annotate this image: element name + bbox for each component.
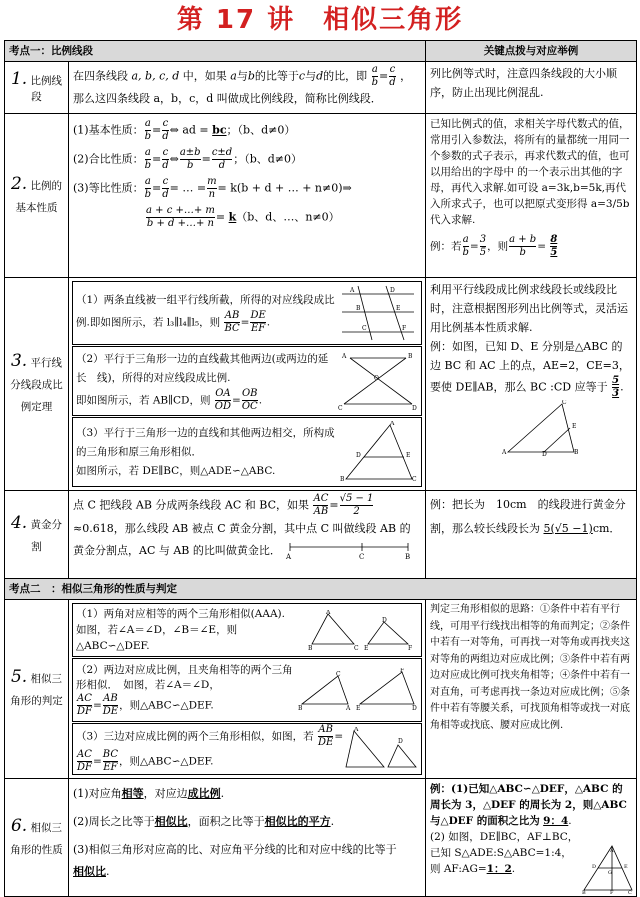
text: 的比，即 xyxy=(323,69,368,83)
row-label xyxy=(5,779,69,897)
table-row xyxy=(5,491,637,579)
fraction: $\frac{√5 - 1}{2}$ xyxy=(339,493,374,517)
property-line xyxy=(73,839,421,883)
fraction: $\frac{AC}{DF}$ xyxy=(77,692,92,717)
text: = xyxy=(215,210,226,224)
text: ；（b、d≠0） xyxy=(233,152,303,166)
fraction: $\frac{AB}{BC}$ xyxy=(224,310,240,334)
fraction: $\frac{a}{b}$ xyxy=(144,118,151,142)
row-label-text: 黄金分割 xyxy=(30,518,63,553)
example-figure xyxy=(430,400,632,456)
svg-text:B: B xyxy=(308,645,313,650)
fraction: $\frac{OA}{OD}$ xyxy=(214,387,232,412)
row-number: 2. xyxy=(10,173,28,194)
svg-text:D: D xyxy=(382,617,387,624)
svg-text:D: D xyxy=(412,705,417,712)
text: = k(b + d + … + n≠0)⇒ xyxy=(217,181,352,195)
text: ≈0.618，那么线段 AB 被点 C 黄金分割，其中点 C 叫做线段 AB 的黄金分割点，AC 与 AB 的比叫做黄金比． xyxy=(73,522,411,557)
svg-text:A: A xyxy=(390,421,395,427)
text: 例：如图，已知 D、E 分别是△ABC 的边 BC 和 AC 上的点，AE=2，CE=3，要使 DE∥AB，那么 BC :CD 应等于 xyxy=(430,340,630,394)
svg-text:A: A xyxy=(354,727,359,733)
fraction: $\frac{a}{b}$ xyxy=(144,176,151,200)
text: 例：把长为 10cm 的线段进行黄金分割，那么较长线段长为 xyxy=(430,498,626,535)
row-label xyxy=(5,491,69,579)
svg-text:A: A xyxy=(346,705,351,712)
svg-text:D: D xyxy=(398,738,403,745)
fraction: $\frac{8}{5}$ xyxy=(550,234,558,258)
svg-text:B: B xyxy=(405,553,411,561)
text: 相似比的平方 xyxy=(264,815,331,828)
svg-text:C: C xyxy=(362,325,367,332)
text: 相似比 xyxy=(73,865,106,878)
text: (3)相似三角形对应高的比、对应角平分线的比和对应中线的比等于 xyxy=(73,843,397,856)
property-line: (2)合比性质： $\frac{a}{b}$ = $\frac{c}{d}$ ⇔ $\frac{a\pm b}{b}$ = $\frac{c\pm d}{d}$ ；（b、d≠0） xyxy=(73,147,303,171)
text: ⇔ ad = xyxy=(169,123,209,137)
table-row xyxy=(5,600,637,779)
row-label-text: 平行线分线段成比例定理 xyxy=(10,357,63,413)
svg-text:E: E xyxy=(364,645,369,650)
fraction: $\frac{c}{d}$ xyxy=(162,176,169,200)
svg-text:C: C xyxy=(562,400,567,406)
text: (3)等比性质： xyxy=(73,181,144,195)
text: 如图所示，若 DE∥BC，则△ADE∽△ABC. xyxy=(76,464,276,477)
text: (1)基本性质： xyxy=(73,123,144,137)
text: 即如图所示，若 AB∥CD，则 xyxy=(76,394,211,406)
text: ，则 xyxy=(487,240,509,253)
fraction: $\frac{c}{d}$ xyxy=(162,147,169,171)
section-title: 考点一：比例线段 xyxy=(5,41,426,62)
sub-text: （1）两条直线被一组平行线所截，所得的对应线段成比例.即如图所示，若 l₃∥l₄∥l₅，则 $\frac{AB}{BC}$ = $\frac{DE}{EF}$ . xyxy=(76,294,335,334)
row-content xyxy=(69,491,426,579)
text: （b、d、…、n≠0） xyxy=(236,210,340,224)
property-line: (1)基本性质： $\frac{a}{b}$ = $\frac{c}{d}$ ⇔ ad = bc；（b、d≠0） xyxy=(73,118,296,142)
svg-text:D: D xyxy=(592,864,597,870)
row-label-text: 比例的基本性质 xyxy=(15,179,63,214)
text: 点 C 把线段 AB 分成两条线段 AC 和 BC，如果 xyxy=(73,498,309,512)
text: (2) 如图，DE∥BC，AF⊥BC，已知 S△ADE:S△ABC=1:4，则 AF:AG= xyxy=(430,831,579,875)
row-label xyxy=(5,114,69,278)
text: = xyxy=(329,498,339,512)
text: a xyxy=(230,69,237,83)
row-content xyxy=(69,278,426,491)
row-number: 5. xyxy=(10,667,28,687)
text: 与 xyxy=(305,69,317,83)
svg-text:B: B xyxy=(574,449,579,456)
knowledge-table xyxy=(4,40,637,897)
svg-text:E: E xyxy=(396,305,401,312)
text: 中，如果 xyxy=(182,69,227,83)
text: 的比等于 xyxy=(254,69,299,83)
sub-text xyxy=(76,606,308,654)
example-figure xyxy=(582,844,634,894)
svg-text:B: B xyxy=(340,476,345,483)
text: 如图，若∠A＝∠D，∠B＝∠E，则△ABC∽△DEF. xyxy=(76,624,238,652)
page-title: 第 17 讲 相似三角形 xyxy=(176,5,464,35)
similar-triangles-figure xyxy=(308,610,418,650)
property-line xyxy=(73,783,421,805)
text: ⇔ xyxy=(169,152,179,166)
example: 例：若 $\frac{a}{b}$ = $\frac{3}{5}$ ，则 $\frac{a + b}{b}$ = $\frac{8}{5}$ xyxy=(430,234,558,258)
text: 例：(1)已知△ABC∽△DEF，△ABC 的周长为 3，△DEF 的周长为 2，则△ABC 与△DEF 的面积之比为 xyxy=(430,783,627,827)
text: （3）三边对应成比例的两个三角形相似，如图，若 xyxy=(76,730,314,743)
table-row xyxy=(5,278,637,491)
row-number: 6. xyxy=(10,815,28,836)
property-line: (3)等比性质： $\frac{a}{b}$ = $\frac{c}{d}$ = … = $\frac{m}{n}$ = k(b + d + … + n≠0)⇒ xyxy=(73,176,352,200)
section-header-row xyxy=(5,579,637,600)
text: ，面积之比等于 xyxy=(187,815,265,828)
fraction: $\frac{AC}{AB}$ xyxy=(313,493,329,517)
text: 成比例 xyxy=(187,787,221,800)
sub-text: （3）三边对应成比例的两个三角形相似，如图，若 $\frac{AB}{DE}$ = $\frac{AC}{DF}$ = $\frac{BC}{EF}$ ，则△ABC∽△DEF. xyxy=(76,724,344,773)
row-label xyxy=(5,278,69,491)
svg-text:G: G xyxy=(608,870,612,876)
similar-triangles-figure xyxy=(344,727,418,771)
svg-text:B: B xyxy=(356,305,361,312)
example xyxy=(430,781,632,829)
svg-text:C: C xyxy=(412,476,417,483)
fraction: $\frac{a}{b}$ xyxy=(462,234,469,258)
svg-text:C: C xyxy=(354,645,359,650)
text: （3）平行于三角形一边的直线和其他两边相交，所构成的三角形和原三角形相似． xyxy=(76,426,335,458)
svg-text:D: D xyxy=(412,405,417,412)
sub-text: （2）平行于三角形一边的直线截其他两边(或两边的延长 线)，所得的对应线段成比例. 即如图所示，若 AB∥CD，则 $\frac{OA}{OD}$ = $\frac{OB}{OC}$ . xyxy=(76,352,329,412)
svg-text:D: D xyxy=(356,452,361,459)
fraction: $\frac{c}{d}$ xyxy=(162,118,169,142)
fraction: $\frac{m}{n}$ xyxy=(207,176,217,200)
row-note: 列比例等式时，注意四条线段的大小顺序，防止出现比例混乱. xyxy=(426,62,637,114)
svg-text:A: A xyxy=(350,287,355,294)
fraction: $\frac{5}{3}$ xyxy=(612,375,620,399)
text: 在四条线段 xyxy=(73,69,128,83)
fraction: $\frac{AB}{DE}$ xyxy=(318,724,334,748)
text: = … = xyxy=(169,181,207,195)
svg-text:C: C xyxy=(628,890,632,894)
similar-triangles-figure xyxy=(298,668,418,712)
fraction: $\frac{a}{b}$ xyxy=(144,147,151,171)
fraction: $\frac{AC}{DF}$ xyxy=(77,749,92,773)
fraction: $\frac{a + c +\dots+ m}{b + d +\dots+ n}$ xyxy=(146,205,215,229)
fraction: $\frac{a}{b}$ xyxy=(371,64,379,88)
text: (1)对应角 xyxy=(73,787,122,800)
text: bc xyxy=(212,123,227,137)
svg-text:A: A xyxy=(342,353,347,360)
text: ，则△ABC∽△DEF. xyxy=(119,699,214,711)
text: （2）两边对应成比例，且夹角相等的两个三角形相似． 如图，若∠A＝∠D， xyxy=(76,663,293,691)
triangle-figure xyxy=(338,421,418,483)
text: (2)合比性质： xyxy=(73,152,144,166)
text: ，对应边 xyxy=(143,787,188,800)
svg-text:A: A xyxy=(326,610,331,616)
sub-box xyxy=(72,417,422,487)
svg-text:A: A xyxy=(286,553,292,561)
sub-box xyxy=(72,658,422,722)
example: 例：如图，已知 D、E 分别是△ABC 的边 BC 和 AC 上的点，AE=2，CE=3，要使 DE∥AB，那么 BC :CD 应等于 $\frac{5}{3}$ . xyxy=(430,340,630,399)
row-label-text: 相似三角形的性质 xyxy=(10,821,63,856)
svg-text:D: D xyxy=(390,287,395,294)
svg-text:B: B xyxy=(298,705,303,712)
text: . xyxy=(568,815,572,827)
row-note xyxy=(426,114,637,278)
svg-text:C: C xyxy=(338,405,343,412)
svg-text:A: A xyxy=(502,449,507,456)
svg-text:O: O xyxy=(374,375,379,382)
property-line xyxy=(73,811,421,833)
text: ，那么这四条线段 a，b，c，d 叫做成比例线段，简称比例线段． xyxy=(73,69,412,105)
row-note xyxy=(426,779,637,897)
svg-text:F: F xyxy=(400,668,405,674)
golden-segment-figure xyxy=(284,541,414,561)
row-label-text: 比例线段 xyxy=(30,74,63,103)
row-label xyxy=(5,600,69,779)
hourglass-figure xyxy=(338,350,418,412)
fraction: $\frac{AB}{DE}$ xyxy=(102,692,119,717)
text: （1）两角对应相等的两个三角形相似(AAA). xyxy=(76,608,285,620)
svg-text:F: F xyxy=(610,890,614,894)
sub-text xyxy=(76,424,338,481)
text: l₃∥l₄∥l₅，则 xyxy=(166,316,221,329)
property-line xyxy=(73,205,421,230)
text: ；（b、d≠0） xyxy=(226,123,296,137)
text: c xyxy=(298,69,306,83)
text: 例：若 xyxy=(430,240,462,253)
text: . xyxy=(106,865,110,878)
text: . xyxy=(220,787,225,800)
svg-text:A: A xyxy=(610,848,614,854)
text: . xyxy=(511,863,516,875)
table-row xyxy=(5,779,637,897)
section-header-row xyxy=(5,41,637,62)
text: 相等 xyxy=(121,787,144,800)
fraction: $\frac{a + b}{b}$ xyxy=(509,234,537,258)
svg-text:B: B xyxy=(408,353,413,360)
svg-text:E: E xyxy=(406,452,411,459)
note-text: 已知比例式的值，求相关字母代数式的值，常用引入参数法，将所有的量都统一用同一个参数的式子表示，再求代数式的值，也可以用给出的字母中 的一个表示出其他的字母，再代入求解.如可设 a=3k,b=5k,再代入所求式子，也可以把原式变形得 a=3/5b 代入求解. xyxy=(430,118,630,226)
fraction: $\frac{OB}{OC}$ xyxy=(241,387,258,412)
fraction: $\frac{BC}{EF}$ xyxy=(102,749,118,773)
row-label xyxy=(5,62,69,114)
svg-text:C: C xyxy=(359,553,365,561)
table-row xyxy=(5,114,637,278)
text: d xyxy=(316,69,324,83)
example xyxy=(430,829,580,877)
fraction: $\frac{c}{d}$ xyxy=(389,64,396,88)
text: k xyxy=(228,210,237,224)
svg-text:D: D xyxy=(542,451,547,456)
text: 1：2 xyxy=(486,863,512,875)
fraction: $\frac{c\pm d}{d}$ xyxy=(211,147,233,171)
section-title-right: 关键点拨与对应举例 xyxy=(426,41,637,62)
svg-text:E: E xyxy=(356,705,361,712)
note-text: 利用平行线段成比例求线段长或线段比时，注意根据图形列出比例等式，灵活运用比例基本性质求解. xyxy=(430,283,628,334)
row-note xyxy=(426,491,637,579)
sub-box xyxy=(72,723,422,775)
text: ，则△ABC∽△DEF. xyxy=(118,755,214,768)
text: 9：4 xyxy=(543,815,569,827)
row-number: 1. xyxy=(10,68,28,89)
svg-text:C: C xyxy=(336,671,341,678)
text: . xyxy=(330,815,335,828)
section-title: 考点二 ：相似三角形的性质与判定 xyxy=(5,579,637,600)
text: 与 xyxy=(236,69,248,83)
table-row xyxy=(5,62,637,114)
svg-text:E: E xyxy=(624,864,628,870)
text: 相似比 xyxy=(154,815,188,828)
text: （2）平行于三角形一边的直线截其他两边(或两边的延长 线)，所得的对应线段成比例. xyxy=(76,352,329,384)
row-label-text: 相似三角形的判定 xyxy=(10,673,63,707)
text: (2)周长之比等于 xyxy=(73,815,155,828)
fraction: $\frac{a\pm b}{b}$ xyxy=(179,147,201,171)
text: （1）两条直线被一组平行线所截，所得的对应线段成比例.即如图所示，若 xyxy=(76,294,335,329)
row-content xyxy=(69,114,426,278)
sub-box xyxy=(72,346,422,416)
svg-text:B: B xyxy=(582,890,586,894)
sub-box xyxy=(72,603,422,657)
row-content xyxy=(69,779,426,897)
text: b xyxy=(247,69,255,83)
row-number: 3. xyxy=(10,351,28,371)
text: 5(√5 −1) xyxy=(543,522,593,535)
text: a, b, c, d xyxy=(131,69,180,83)
row-content xyxy=(69,600,426,779)
row-note xyxy=(426,278,637,491)
sub-box xyxy=(72,281,422,345)
svg-text:F: F xyxy=(408,645,413,650)
fraction: $\frac{3}{5}$ xyxy=(479,234,487,258)
svg-text:E: E xyxy=(572,423,577,430)
sub-text: （2）两边对应成比例，且夹角相等的两个三角形相似． 如图，若∠A＝∠D， $\frac{AC}{DF}$ = $\frac{AB}{DE}$ ，则△ABC∽△DEF. xyxy=(76,663,293,717)
parallel-lines-figure xyxy=(338,284,418,342)
row-note: 判定三角形相似的思路：①条件中若有平行线，可用平行线找出相等的角而判定；②条件中若有一对等角，可再找一对等角或再找夹这对等角的两组边对应成比例；③条件中若有两边对应成比例可找夹角相等；④条件中若有一对直角，可考虑再找一条边对应成比例；⑤条件中若有等腰关系，可找顶角相等或找一对底角相等或找底、腰对应成比例. xyxy=(426,600,637,779)
svg-text:F: F xyxy=(402,325,407,332)
fraction: $\frac{DE}{EF}$ xyxy=(250,310,266,334)
text: cm． xyxy=(592,522,621,535)
row-number: 4. xyxy=(10,512,28,533)
row-content: 在四条线段 a, b, c, d 中，如果 a与b的比等于c与d的比，即 $\frac{a}{b}$ = $\frac{c}{d}$ ，那么这四条线段 a，b，c，d 叫做成比例线段，简称比例线段． xyxy=(69,62,426,114)
